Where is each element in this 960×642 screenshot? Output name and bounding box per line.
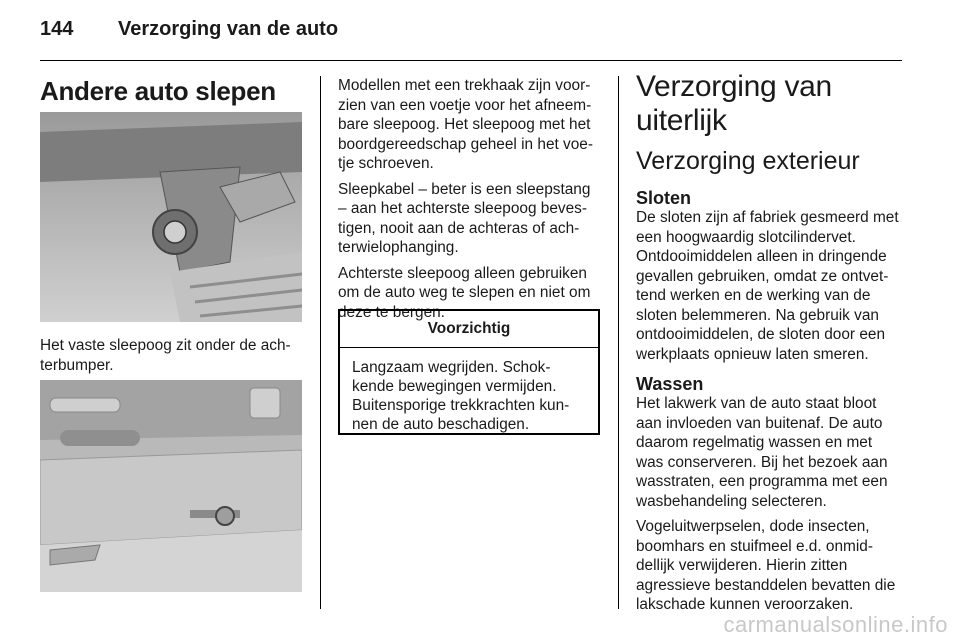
column-divider-1 <box>320 76 321 609</box>
caution-title: Voorzichtig <box>340 311 598 348</box>
right-column <box>636 70 902 621</box>
figure-caption: Het vaste sleepoog zit onder de ach-terbumper. <box>40 337 291 374</box>
chapter-title: Verzorging van de auto <box>118 18 339 40</box>
paragraph-sleepkabel: Sleepkabel – beter is een sleepstang – aan het achterste sleepoog beves-tigen, nooit aan de achteras of ach-terwielophanging. <box>338 180 591 256</box>
heading-sloten: Sloten <box>636 188 692 208</box>
paragraph-wassen-2: Vogeluitwerpselen, dode insecten, boomhars en stuifmeel e.d. onmid-dellijk verwijderen. Hierin zitten agressieve bestanddelen bevatten die lakschade kunnen veroorzaken. <box>636 518 896 613</box>
caution-text: Langzaam wegrijden. Schok-kende bewegingen vermijden. Buitensporige trekkrachten kun-nen de auto beschadigen. <box>352 359 570 433</box>
paragraph-trekhaak: Modellen met een trekhaak zijn voor-zien van een voetje voor het afneem-bare sleepoog. Het sleepoog met het boordgereedschap geheel in het voe-tje schroeven. <box>338 77 593 172</box>
page-header <box>40 10 902 58</box>
rear-bumper-figure <box>40 380 302 592</box>
heading-wassen: Wassen <box>636 374 704 394</box>
paragraph-wassen-1: Het lakwerk van de auto staat bloot aan invloeden van buitenaf. De auto daarom regelmatig wassen en met was conserveren. Bij het bezoek aan wasstraten, een programma met een wasbehandeling selecteren. <box>636 395 888 510</box>
towing-eye-figure <box>40 112 302 322</box>
caution-box <box>338 309 600 435</box>
column-divider-2 <box>618 76 619 609</box>
section-heading-appearance: Verzorging van uiterlijk <box>636 70 832 137</box>
left-column <box>40 70 304 106</box>
section-heading-towing: Andere auto slepen <box>40 76 276 106</box>
page-number: 144 <box>40 18 74 40</box>
paragraph-sleepoog: Achterste sleepoog alleen gebruiken om de auto weg te slepen en niet om deze te bergen. <box>338 264 591 321</box>
middle-column <box>338 76 602 328</box>
watermark: carmanualsonline.info <box>723 612 948 637</box>
paragraph-sloten: De sloten zijn af fabriek gesmeerd met een hoogwaardig slotcilindervet. Ontdooimiddelen alleen in dringende gevallen gebruiken, omdat ze ontvet-tend werken en de werking van de sloten belemmeren. Na gebruik van ontdooimiddelen, de sloten door een werkplaats opnieuw laten smeren. <box>636 209 899 363</box>
header-divider <box>40 60 902 61</box>
subheading-exterior: Verzorging exterieur <box>636 147 860 175</box>
